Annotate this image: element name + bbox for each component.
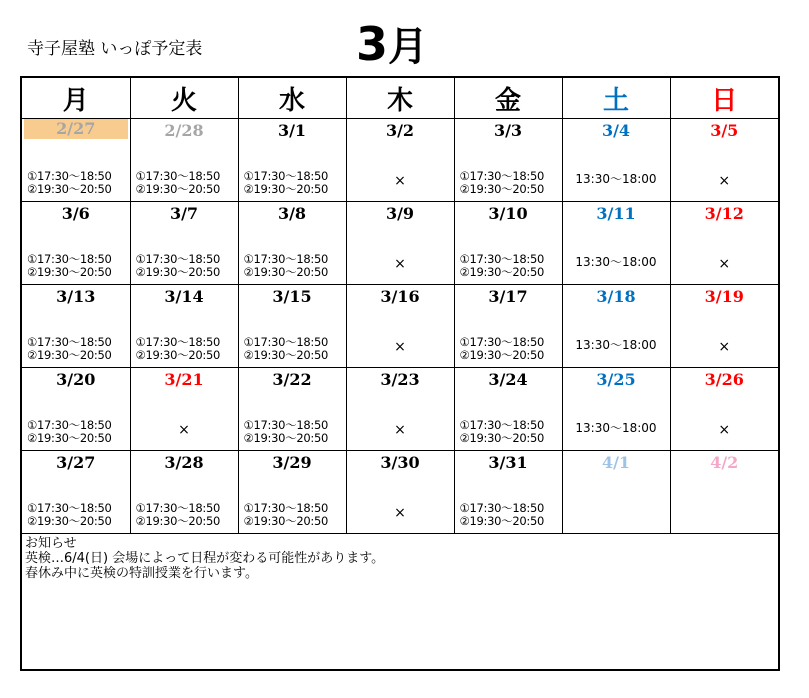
day-cell — [130, 285, 238, 368]
month-number: 3 — [356, 17, 389, 71]
slot-1: ①17:30～18:50 — [243, 252, 328, 266]
time-slots — [136, 336, 221, 362]
slot-1: ①17:30～18:50 — [27, 252, 112, 266]
day-cell — [562, 119, 670, 202]
day-cell — [562, 202, 670, 285]
date-label: 3/9 — [385, 204, 415, 223]
weekday-wed: 水 — [238, 78, 346, 119]
closed-mark: × — [394, 505, 406, 521]
slot-2: ②19:30～20:50 — [243, 182, 328, 196]
week-row — [22, 119, 778, 202]
slot-1: ①17:30～18:50 — [459, 169, 544, 183]
date-label: 3/28 — [164, 453, 204, 472]
day-cell — [454, 119, 562, 202]
week-row — [22, 285, 778, 368]
day-cell — [238, 451, 346, 534]
time-slots — [27, 336, 112, 362]
saturday-slot: 13:30～18:00 — [575, 338, 657, 352]
closed-mark: × — [394, 173, 406, 189]
slot-1: ①17:30～18:50 — [459, 335, 544, 349]
time-slots — [244, 419, 329, 445]
slot-1: ①17:30～18:50 — [27, 501, 112, 515]
date-label: 3/14 — [164, 287, 204, 306]
weekday-sat: 土 — [562, 78, 670, 119]
date-label: 3/21 — [164, 370, 204, 389]
notice-line: 英検…6/4(日) 会場によって日程が変わる可能性があります。 — [25, 551, 385, 566]
slot-2: ②19:30～20:50 — [27, 348, 112, 362]
day-cell — [346, 202, 454, 285]
slot-2: ②19:30～20:50 — [27, 514, 112, 528]
time-slots — [244, 502, 329, 528]
day-cell — [238, 119, 346, 202]
time-slots — [27, 419, 112, 445]
date-label: 3/24 — [488, 370, 528, 389]
notice-box — [22, 534, 778, 583]
day-cell — [238, 368, 346, 451]
date-label: 3/6 — [61, 204, 90, 223]
slot-2: ②19:30～20:50 — [459, 431, 544, 445]
date-label: 3/2 — [385, 121, 415, 140]
date-label: 3/11 — [596, 204, 636, 223]
slot-1: ①17:30～18:50 — [27, 335, 112, 349]
date-label: 3/8 — [277, 204, 307, 223]
date-label: 3/18 — [596, 287, 636, 306]
day-cell — [22, 285, 130, 368]
time-slots — [136, 253, 221, 279]
time-slots — [244, 253, 329, 279]
closed-mark: × — [394, 339, 406, 355]
date-label: 3/20 — [56, 370, 96, 389]
month-unit: 月 — [388, 23, 429, 70]
date-label: 3/13 — [56, 287, 96, 306]
date-label: 3/15 — [272, 287, 312, 306]
slot-1: ①17:30～18:50 — [243, 418, 328, 432]
slot-2: ②19:30～20:50 — [135, 348, 220, 362]
date-label: 3/29 — [272, 453, 312, 472]
day-cell — [562, 451, 670, 534]
day-cell — [130, 451, 238, 534]
weekday-fri: 金 — [454, 78, 562, 119]
day-cell — [454, 285, 562, 368]
date-label: 3/30 — [380, 453, 420, 472]
saturday-slot: 13:30～18:00 — [575, 172, 657, 186]
day-cell — [670, 451, 778, 534]
slot-1: ①17:30～18:50 — [459, 501, 544, 515]
weekday-mon: 月 — [22, 78, 130, 119]
slot-1: ①17:30～18:50 — [27, 169, 112, 183]
date-label: 3/22 — [272, 370, 312, 389]
slot-1: ①17:30～18:50 — [27, 418, 112, 432]
slot-1: ①17:30～18:50 — [135, 169, 220, 183]
notice-heading: お知らせ — [25, 536, 77, 551]
slot-1: ①17:30～18:50 — [459, 418, 544, 432]
date-label: 2/27 — [24, 119, 128, 139]
slot-1: ①17:30～18:50 — [135, 335, 220, 349]
time-slots — [460, 336, 545, 362]
time-slots — [460, 419, 545, 445]
calendar-table — [22, 78, 778, 534]
time-slots — [460, 502, 545, 528]
date-label: 3/27 — [56, 453, 96, 472]
date-label: 3/16 — [380, 287, 420, 306]
slot-1: ①17:30～18:50 — [243, 169, 328, 183]
day-cell — [238, 285, 346, 368]
slot-1: ①17:30～18:50 — [135, 501, 220, 515]
date-label: 4/1 — [601, 453, 631, 472]
closed-mark: × — [718, 339, 731, 355]
slot-2: ②19:30～20:50 — [459, 265, 544, 279]
time-slots — [460, 170, 545, 196]
closed-mark: × — [718, 173, 731, 189]
slot-2: ②19:30～20:50 — [243, 514, 328, 528]
slot-2: ②19:30～20:50 — [27, 182, 112, 196]
date-label: 2/28 — [164, 121, 204, 140]
closed-mark: × — [718, 256, 731, 272]
day-cell — [454, 368, 562, 451]
time-slots — [136, 502, 221, 528]
week-row — [22, 451, 778, 534]
saturday-slot: 13:30～18:00 — [575, 255, 657, 269]
week-row — [22, 202, 778, 285]
day-cell — [454, 202, 562, 285]
closed-mark: × — [394, 256, 406, 272]
weekday-thu: 木 — [346, 78, 454, 119]
calendar — [20, 76, 780, 671]
slot-2: ②19:30～20:50 — [243, 431, 328, 445]
week-row — [22, 368, 778, 451]
slot-2: ②19:30～20:50 — [243, 265, 328, 279]
time-slots — [27, 170, 112, 196]
day-cell — [670, 368, 778, 451]
date-label: 3/5 — [710, 121, 739, 140]
day-cell — [22, 368, 130, 451]
weekday-sun: 日 — [670, 78, 778, 119]
time-slots — [27, 502, 112, 528]
date-label: 4/2 — [710, 453, 739, 472]
time-slots — [244, 336, 329, 362]
date-label: 3/4 — [601, 121, 631, 140]
date-label: 3/12 — [704, 204, 744, 223]
date-label: 3/1 — [277, 121, 307, 140]
day-cell — [346, 368, 454, 451]
date-label: 3/25 — [596, 370, 636, 389]
slot-2: ②19:30～20:50 — [459, 514, 544, 528]
day-cell — [130, 202, 238, 285]
date-label: 3/3 — [493, 121, 523, 140]
time-slots — [244, 170, 329, 196]
time-slots — [460, 253, 545, 279]
saturday-slot: 13:30～18:00 — [575, 421, 657, 435]
time-slots — [136, 170, 221, 196]
day-cell — [670, 202, 778, 285]
slot-2: ②19:30～20:50 — [459, 348, 544, 362]
day-cell — [454, 451, 562, 534]
slot-1: ①17:30～18:50 — [459, 252, 544, 266]
day-cell — [22, 451, 130, 534]
slot-2: ②19:30～20:50 — [459, 182, 544, 196]
date-label: 3/17 — [488, 287, 528, 306]
slot-1: ①17:30～18:50 — [135, 252, 220, 266]
closed-mark: × — [718, 422, 731, 438]
date-label: 3/10 — [488, 204, 528, 223]
day-cell — [670, 285, 778, 368]
date-label: 3/19 — [704, 287, 744, 306]
date-label: 3/7 — [169, 204, 199, 223]
month-heading — [356, 14, 428, 74]
notice-line: 春休み中に英検の特訓授業を行います。 — [25, 566, 258, 581]
slot-2: ②19:30～20:50 — [135, 265, 220, 279]
date-label: 3/23 — [380, 370, 420, 389]
slot-2: ②19:30～20:50 — [27, 431, 112, 445]
day-cell — [562, 368, 670, 451]
slot-2: ②19:30～20:50 — [135, 514, 220, 528]
weekday-header-row — [22, 78, 778, 119]
day-cell — [130, 119, 238, 202]
day-cell — [562, 285, 670, 368]
closed-mark: × — [394, 422, 406, 438]
slot-2: ②19:30～20:50 — [243, 348, 328, 362]
page-title: 寺子屋塾 いっぽ予定表 — [27, 39, 203, 59]
time-slots — [27, 253, 112, 279]
day-cell — [22, 202, 130, 285]
day-cell — [346, 119, 454, 202]
day-cell — [670, 119, 778, 202]
slot-2: ②19:30～20:50 — [27, 265, 112, 279]
day-cell — [238, 202, 346, 285]
weekday-tue: 火 — [130, 78, 238, 119]
day-cell — [346, 451, 454, 534]
slot-1: ①17:30～18:50 — [243, 335, 328, 349]
closed-mark: × — [178, 422, 190, 438]
date-label: 3/26 — [704, 370, 744, 389]
day-cell — [22, 119, 130, 202]
slot-2: ②19:30～20:50 — [135, 182, 220, 196]
day-cell — [130, 368, 238, 451]
slot-1: ①17:30～18:50 — [243, 501, 328, 515]
date-label: 3/31 — [488, 453, 528, 472]
day-cell — [346, 285, 454, 368]
